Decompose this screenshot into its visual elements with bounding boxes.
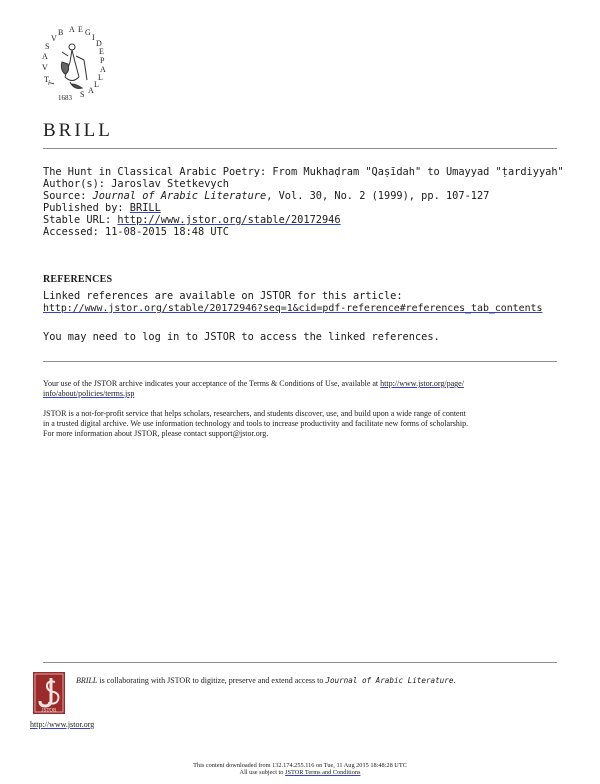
collab-journal: Journal of Arabic Literature [325, 676, 454, 685]
stable-url-label: Stable URL: [43, 214, 112, 226]
references-heading: REFERENCES [43, 274, 113, 285]
references-divider [43, 361, 557, 362]
svg-text:G: G [85, 28, 91, 37]
svg-text:T: T [44, 75, 49, 84]
svg-text:L: L [94, 80, 99, 89]
source-details: , Vol. 30, No. 2 (1999), pp. 107-127 [266, 190, 490, 202]
jstor-logo[interactable] [33, 672, 65, 714]
collab-brill: BRILL [76, 676, 98, 685]
collab-middle: is collaborating with JSTOR to digitize, preserve and extend access to [97, 676, 326, 685]
publisher-line [43, 202, 161, 214]
terms-line-1 [43, 379, 464, 389]
header-divider [43, 148, 557, 149]
svg-text:I: I [92, 33, 95, 42]
footer-divider [43, 662, 557, 663]
svg-text:V: V [42, 63, 48, 72]
references-link[interactable]: http://www.jstor.org/stable/20172946?seq=1&cid=pdf-reference#references_tab_contents [43, 303, 543, 314]
svg-text:E: E [99, 47, 104, 56]
collaboration-statement [76, 676, 455, 686]
jstor-url-link[interactable]: http://www.jstor.org [30, 720, 95, 729]
svg-text:B: B [58, 28, 64, 37]
author-name: Jaroslav Stetkevych [111, 178, 229, 190]
publisher-link[interactable]: BRILL [129, 202, 161, 214]
terms-footer-prefix: All use subject to [239, 769, 286, 776]
accessed-date: Accessed: 11-08-2015 18:48 UTC [43, 226, 229, 238]
terms-footer-link[interactable]: JSTOR Terms and Conditions [285, 769, 361, 776]
publisher-label: Published by: [43, 202, 124, 214]
about-line-1: JSTOR is a not-for-profit service that helps scholars, researchers, and students discover, use, and build upon a wide range of content [43, 409, 466, 418]
article-title: The Hunt in Classical Arabic Poetry: From Mukhaḍram "Qaṣīdah" to Umayyad "ṭardiyyah" [43, 166, 564, 178]
terms-link-part2[interactable]: info/about/policies/terms.jsp [43, 389, 135, 398]
svg-text:T: T [46, 80, 57, 87]
terms-line-2 [43, 389, 134, 399]
svg-text:A: A [100, 65, 106, 74]
source-label: Source: [43, 190, 87, 202]
about-line-3: For more information about JSTOR, please contact support@jstor.org. [43, 429, 269, 438]
about-line-2: in a trusted digital archive. We use information technology and tools to increase productivity and facilitate new forms of scholarship. [43, 419, 469, 428]
svg-text:S: S [45, 42, 50, 51]
svg-text:E: E [78, 25, 83, 34]
svg-text:A: A [69, 25, 75, 34]
terms-text: Your use of the JSTOR archive indicates your acceptance of the Terms & Conditions of Use, available at [43, 379, 379, 388]
terms-link-part1[interactable]: http://www.jstor.org/page/ [380, 379, 464, 388]
references-link-line [43, 303, 542, 315]
brill-seal-logo [32, 22, 112, 112]
jstor-url-line [30, 720, 94, 730]
stable-url-link[interactable]: http://www.jstor.org/stable/20172946 [117, 214, 341, 226]
svg-text:V: V [51, 34, 57, 43]
journal-name: Journal of Arabic Literature [92, 190, 267, 202]
svg-text:A: A [88, 86, 94, 95]
svg-text:S: S [80, 90, 85, 99]
author-line [43, 178, 229, 190]
svg-text:D: D [96, 39, 102, 48]
svg-text:P: P [100, 56, 105, 65]
references-intro: Linked references are available on JSTOR for this article: [43, 290, 403, 302]
source-line [43, 190, 489, 202]
svg-text:1683: 1683 [58, 94, 72, 102]
brill-wordmark: BRILL [43, 120, 113, 141]
svg-text:A: A [42, 52, 48, 61]
svg-text:L: L [98, 73, 103, 82]
jstor-logo-text: JSTOR [41, 708, 57, 714]
download-info: This content downloaded from 132.174.255.116 on Tue, 11 Aug 2015 18:48:28 UTC [193, 762, 407, 769]
terms-footer [0, 769, 600, 776]
login-note: You may need to log in to JSTOR to access the linked references. [43, 331, 440, 343]
collab-end: . [453, 676, 456, 685]
author-label: Author(s): [43, 178, 105, 190]
stable-url-line [43, 214, 341, 226]
